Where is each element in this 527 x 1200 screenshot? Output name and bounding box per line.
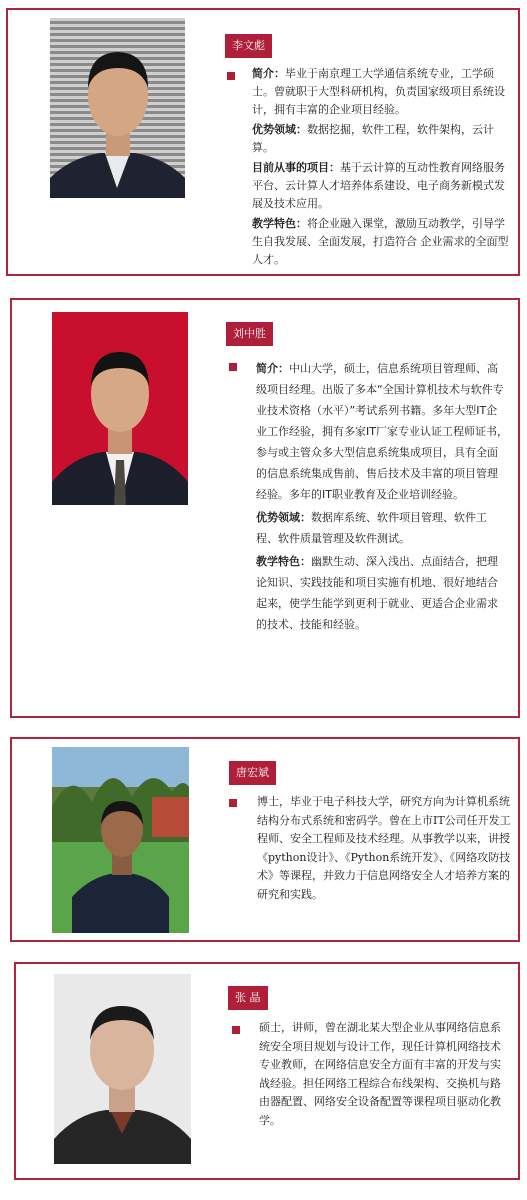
teacher-bio — [256, 358, 508, 637]
teacher-card-4 — [14, 962, 520, 1180]
teacher-name-tag: 李文彪 — [225, 34, 272, 58]
teacher-card-2 — [10, 298, 520, 718]
section-label: 教学特色： — [256, 555, 311, 568]
section-label: 目前从事的项目： — [252, 161, 340, 174]
section-label: 简介： — [256, 362, 289, 375]
teacher-photo-3 — [52, 747, 189, 933]
teacher-photo-2 — [52, 312, 188, 505]
teacher-photo-4 — [54, 974, 191, 1164]
teacher-name-tag: 张 晶 — [228, 986, 268, 1010]
section-text: 数据挖掘，软件工程，软件架构，云计算。 — [252, 123, 494, 154]
teacher-name-tag: 刘中胜 — [226, 322, 273, 346]
section-label: 教学特色： — [252, 217, 307, 230]
section-text: 将企业融入课堂，激励互动教学，引导学生自我发展、全面发展，打造符合 企业需求的全面型人才。 — [252, 217, 509, 266]
section-text: 幽默生动、深入浅出、点面结合，把理论知识、实践技能和项目实施有机地、很好地结合起来，使学生能学到更利于就业、更适合企业需求的技术、技能和经验。 — [256, 555, 498, 631]
bullet-marker — [227, 72, 235, 80]
bio-text: 博士，毕业于电子科技大学，研究方向为计算机系统结构分布式系统和密码学。曾在上市IT公司任开发工程师、安全工程师及技术经理。从事教学以来，讲授《python设计》、《Python系统开发》、《网络攻防技术》等课程，并致力于信息网络安全人才培养方案的研究和实践。 — [257, 795, 511, 901]
section-text: 数据库系统、软件项目管理、软件工程、软件质量管理及软件测试。 — [256, 511, 487, 545]
teacher-bio — [252, 65, 512, 271]
section-label: 优势领域： — [252, 123, 307, 136]
teacher-card-1 — [6, 8, 520, 276]
bullet-marker — [229, 363, 237, 371]
bullet-marker — [232, 1026, 240, 1034]
teacher-bio — [257, 793, 512, 906]
section-text: 中山大学，硕士，信息系统项目管理师、高级项目经理。出版了多本“全国计算机技术与软件专业技术资格（水平）”考试系列书籍。多年大型IT企业工作经验，拥有多家IT厂家专业认证工程师证书，参与或主管众多大型信息系统集成项目，具有全面的信息系统集成售前、售后技术及丰富的项目管理经验。多年的IT职业教育及企业培训经验。 — [256, 362, 508, 501]
section-label: 简介： — [252, 67, 285, 80]
section-text: 基于云计算的互动性教育网络服务平台、云计算人才培养体系建设、电子商务新模式发展及技术应用。 — [252, 161, 505, 210]
section-text: 毕业于南京理工大学通信系统专业，工学硕士。曾就职于大型科研机构，负责国家级项目系统设计，拥有丰富的企业项目经验。 — [252, 67, 505, 116]
bullet-marker — [229, 799, 237, 807]
teacher-name-tag: 唐宏斌 — [229, 761, 276, 785]
teacher-bio — [259, 1019, 511, 1132]
teacher-photo-1 — [50, 18, 185, 198]
bio-text: 硕士，讲师，曾在湖北某大型企业从事网络信息系统安全项目规划与设计工作，现任计算机网络技术专业教师，在网络信息安全方面有丰富的开发与实战经验。担任网络工程综合布线架构、交换机与路由器配置、网络安全设备配置等课程项目驱动化教学。 — [259, 1021, 501, 1127]
teacher-card-3 — [10, 737, 520, 942]
section-label: 优势领域： — [256, 511, 311, 524]
